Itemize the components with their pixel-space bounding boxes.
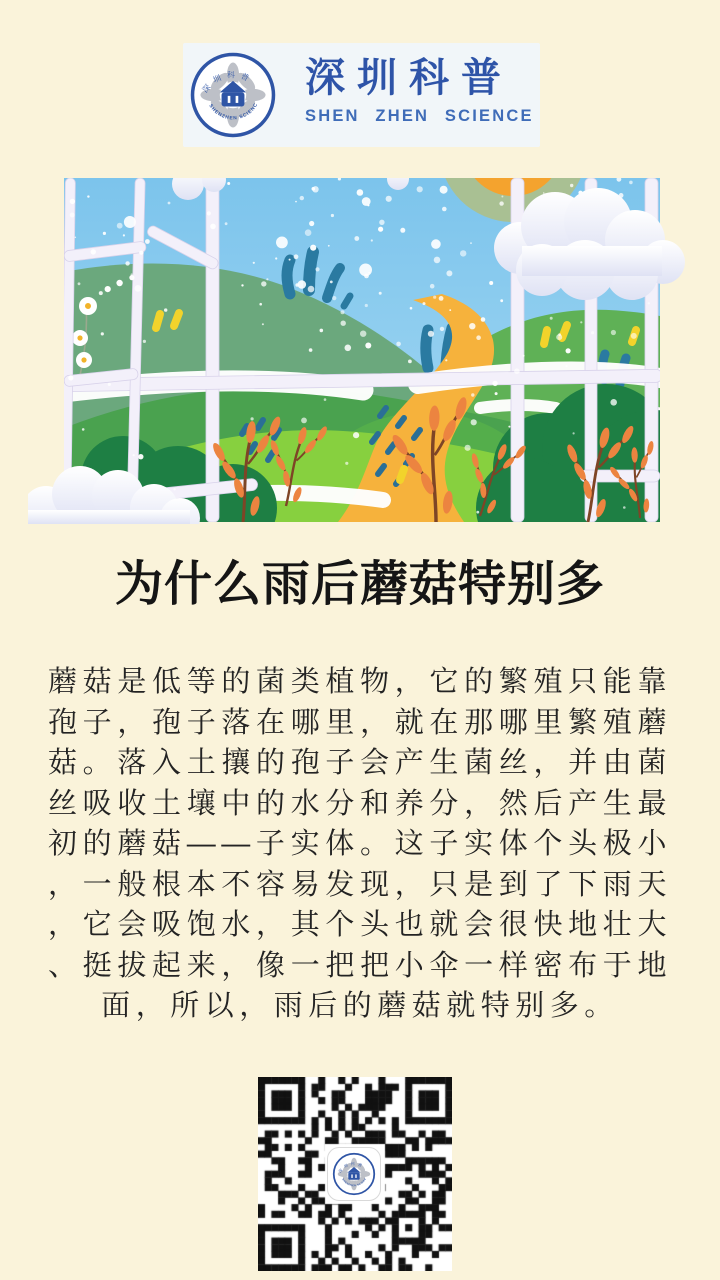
brand-text-block xyxy=(305,55,533,126)
header-banner xyxy=(183,43,540,147)
article-title: 为什么雨后蘑菇特别多 xyxy=(114,558,605,611)
qr-seal-icon xyxy=(332,1152,376,1196)
shenzhen-science-seal-icon xyxy=(189,51,277,139)
window-illustration xyxy=(28,176,688,524)
brand-title-cn: 深圳科普 xyxy=(305,55,513,100)
qr-center-logo xyxy=(327,1147,381,1201)
article-body: 蘑菇是低等的菌类植物，它的繁殖只能靠孢子，孢子落在哪里，就在那哪里繁殖蘑菇。落入土攘的孢子会产生菌丝，并由菌丝吸收土壤中的水分和养分，然后产生最初的蘑菇——子实体。这子实体个头极小，一般根本不容易发现，只是到了下雨天，它会吸饱水，其个头也就会很快地壮大、挺拔起来，像一把把小伞一样密布于地面，所以，雨后的蘑菇就特别多。 xyxy=(48,666,672,1022)
brand-subtitle-en: SHEN ZHEN SCIENCE xyxy=(305,107,534,125)
